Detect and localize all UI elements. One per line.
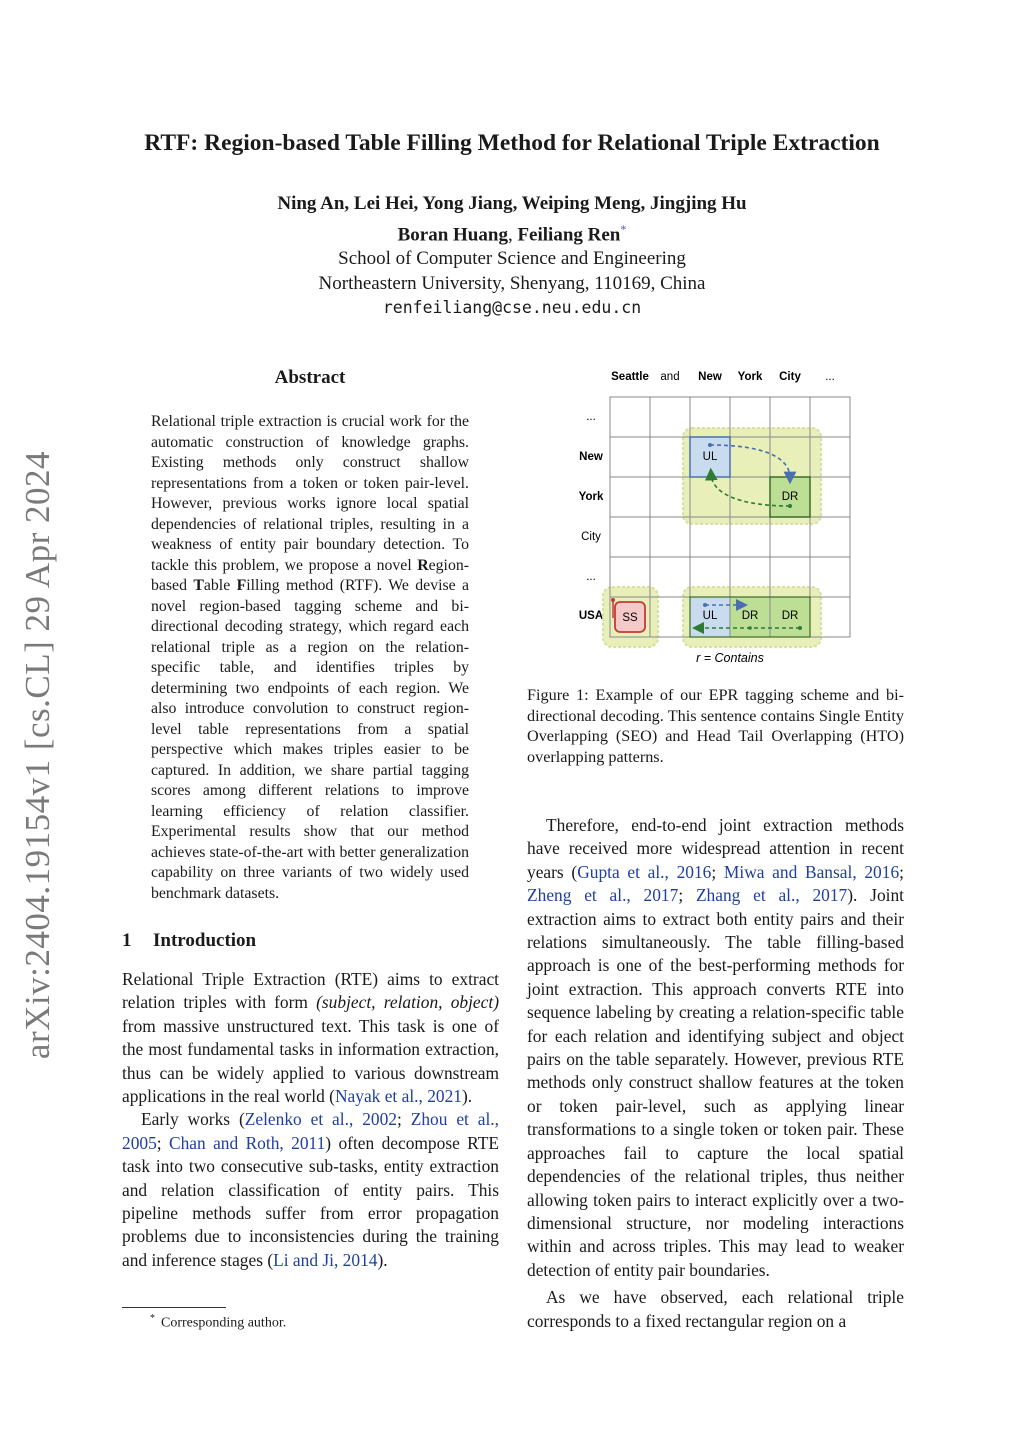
section-heading-introduction: 1 Introduction bbox=[122, 930, 257, 951]
abstract-text: Relational triple extraction is crucial work for the automatic construction of knowledge graphs. Existing methods only construct shallow representations from a token or token pair-level. However, previous works ignore local spatial dependencies of relational triples, resulting in a weakness of entity pair boundary detection. To tackle this problem, we propose a novel Region-based Table Filling method (RTF). We devise a novel region-based tagging scheme and bi-directional decoding strategy, which regard each relational triple as a region on the relation-specific table, and identifies triples by determining two endpoints of each region. We also introduce convolution to construct region-level table representations from a spatial perspective which makes triples easier to be captured. In addition, we share partial tagging scores among different relations to improve learning efficiency of relation classifier. Experimental results show that our method achieves state-of-the-art with better generalization capability on three variants of two widely used benchmark datasets. bbox=[151, 413, 470, 902]
paper-title: RTF: Region-based Table Filling Method for Relational Triple Extraction bbox=[144, 130, 880, 156]
col-token-and: and bbox=[660, 371, 680, 383]
row-token-city: City bbox=[581, 531, 601, 543]
tag-dr-1: DR bbox=[781, 491, 799, 503]
row-token-york: York bbox=[578, 491, 604, 503]
figure-1-caption: Figure 1: Example of our EPR tagging scheme and bi-directional decoding. This sentence contains Single Entity Overlapping (SEO) and Head Tail Overlapping (HTO) overlapping patterns. bbox=[527, 686, 904, 766]
tag-dr-3: DR bbox=[781, 610, 799, 622]
affiliation-line-1: School of Computer Science and Engineering bbox=[338, 248, 686, 270]
footnote: * Corresponding author. bbox=[150, 1313, 287, 1331]
arxiv-side-stamp: arXiv:2404.19154v1 [cs.CL] 29 Apr 2024 bbox=[18, 450, 57, 1060]
right-column-text bbox=[527, 814, 904, 1333]
tagging-table-svg bbox=[568, 360, 868, 672]
citation-link[interactable]: Nayak et al., 2021 bbox=[334, 1086, 462, 1107]
row-token-usa: USA bbox=[578, 610, 604, 622]
col-token-ellipsis: ... bbox=[825, 371, 835, 383]
introduction-text bbox=[122, 968, 499, 1272]
citation-link[interactable]: Zhou et al., 2005 bbox=[122, 1109, 500, 1153]
col-token-york: York bbox=[737, 371, 763, 383]
authors-line-1: Ning An, Lei Hei, Yong Jiang, Weiping Meng, Jingjing Hu bbox=[277, 193, 747, 214]
tag-dr-2: DR bbox=[741, 610, 759, 622]
author-block bbox=[150, 192, 874, 321]
footnote-rule bbox=[122, 1307, 226, 1308]
right-paragraph-2: As we have observed, each relational triple corresponds to a fixed rectangular region on a bbox=[527, 1287, 904, 1331]
tag-ss: SS bbox=[622, 612, 638, 624]
row-token-ellipsis-2: ... bbox=[586, 571, 596, 583]
citation-link[interactable]: Chan and Roth, 2011 bbox=[169, 1132, 326, 1153]
relation-label: r = Contains bbox=[696, 651, 764, 665]
authors-line-2: Boran Huang, Feiliang Ren* bbox=[397, 221, 627, 245]
affiliation-line-2: Northeastern University, Shenyang, 110169, China bbox=[318, 272, 706, 294]
citation-link[interactable]: Zelenko et al., 2002 bbox=[244, 1109, 397, 1130]
col-token-city: City bbox=[779, 371, 801, 383]
intro-paragraph-2: Early works (Zelenko et al., 2002; Zhou et al., 2005; Chan and Roth, 2011) often decompose RTE task into two consecutive sub-tasks, entity extraction and relation classification of entity pairs. This pipeline methods suffer from error propagation problems due to inconsistencies during the training and inference stages (Li and Ji, 2014). bbox=[122, 1109, 500, 1270]
col-token-new: New bbox=[698, 371, 722, 383]
corresponding-author-mark[interactable]: * bbox=[620, 221, 627, 236]
figure-1-diagram bbox=[568, 360, 868, 672]
citation-link[interactable]: Zhang et al., 2017 bbox=[695, 885, 848, 906]
row-token-ellipsis: ... bbox=[586, 411, 596, 423]
citation-link[interactable]: Li and Ji, 2014 bbox=[273, 1249, 378, 1270]
row-token-new: New bbox=[579, 451, 603, 463]
author-email: renfeiliang@cse.neu.edu.cn bbox=[382, 298, 642, 318]
citation-link[interactable]: Gupta et al., 2016 bbox=[577, 861, 712, 882]
col-token-seattle: Seattle bbox=[611, 371, 649, 383]
citation-link[interactable]: Zheng et al., 2017 bbox=[527, 885, 679, 906]
citation-link[interactable]: Miwa and Bansal, 2016 bbox=[723, 861, 900, 882]
right-paragraph-1: Therefore, end-to-end joint extraction methods have received more widespread attention in recent years (Gupta et al., 2016; Miwa and Bansal, 2016; Zheng et al., 2017; Zhang et al., 2017). Joint extraction aims to extract both entity pairs and their relations simultaneously. The table filling-based approach is one of the best-performing methods for joint extraction. This approach converts RTE into sequence labeling by creating a relation-specific table for each relation and identifying subject and object pairs on the table separately. However, previous RTE methods only construct shallow features at the token or token pair-level, such as applying linear transformations to a single token or token pair. These approaches fail to capture the local spatial dependencies of the relational triples, thus neither allowing token pairs to interact explicitly over a two-dimensional structure, nor modeling interactions within and across triples. This may lead to weaker detection of entity pair boundaries. bbox=[527, 815, 904, 1280]
tag-ul-1: UL bbox=[702, 451, 718, 463]
abstract-heading: Abstract bbox=[274, 367, 346, 388]
tag-ul-2: UL bbox=[702, 610, 718, 622]
intro-paragraph-1: Relational Triple Extraction (RTE) aims to extract relation triples with form (subject, relation, object) from massive unstructured text. This task is one of the most fundamental tasks in information extraction, thus can be widely applied to various downstream applications in the real world (Nayak et al., 2021). bbox=[122, 969, 499, 1107]
